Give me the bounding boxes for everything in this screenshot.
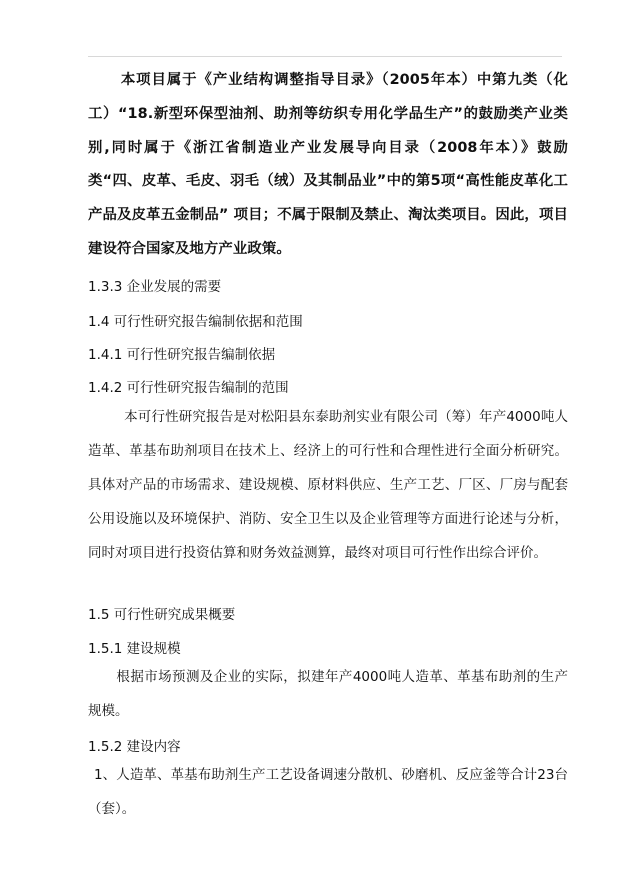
heading-1-5-2: 1.5.2 建设内容 bbox=[88, 739, 181, 755]
heading-1-5: 1.5 可行性研究成果概要 bbox=[88, 607, 236, 623]
scale-paragraph-text: 根据市场预测及企业的实际，拟建年产4000吨人造革、革基布助剂的生产规模。 bbox=[88, 669, 568, 719]
scope-paragraph bbox=[88, 400, 568, 570]
scope-paragraph-text: 本可行性研究报告是对松阳县东泰助剂实业有限公司（筹）年产4000吨人造革、革基布助剂项目在技术上、经济上的可行性和合理性进行全面分析研究。具体对产品的市场需求、建设规模、原材料供应、生产工艺、厂区、厂房与配套公用设施以及环境保护、消防、安全卫生以及企业管理等方面进行论述与分析，同时对项目进行投资估算和财务效益测算，最终对项目可行性作出综合评价。 bbox=[88, 409, 568, 561]
scale-paragraph bbox=[88, 660, 568, 728]
page-top-rule bbox=[88, 56, 562, 57]
policy-paragraph-text: 本项目属于《产业结构调整指导目录》（2005年本）中第九类（化工）“18.新型环保型油剂、助剂等纺织专用化学品生产”的鼓励类产业类别,同时属于《浙江省制造业产业发展导向目录（2008年本）》鼓励类“四、皮革、毛皮、羽毛（绒）及其制品业”中的第5项“高性能皮革化工产品及皮革五金制品” 项目；不属于限制及禁止、淘汰类项目。因此，项目建设符合国家及地方产业政策。 bbox=[88, 72, 568, 257]
heading-1-3-3: 1.3.3 企业发展的需要 bbox=[88, 279, 222, 295]
policy-paragraph bbox=[88, 64, 568, 267]
heading-1-4: 1.4 可行性研究报告编制依据和范围 bbox=[88, 314, 303, 330]
content-paragraph bbox=[88, 758, 568, 826]
heading-1-5-1: 1.5.1 建设规模 bbox=[88, 641, 181, 657]
heading-1-4-1: 1.4.1 可行性研究报告编制依据 bbox=[88, 347, 276, 363]
content-paragraph-text: 1、人造革、革基布助剂生产工艺设备调速分散机、砂磨机、反应釜等合计23台（套）。 bbox=[88, 767, 568, 817]
heading-1-4-2: 1.4.2 可行性研究报告编制的范围 bbox=[88, 380, 289, 396]
